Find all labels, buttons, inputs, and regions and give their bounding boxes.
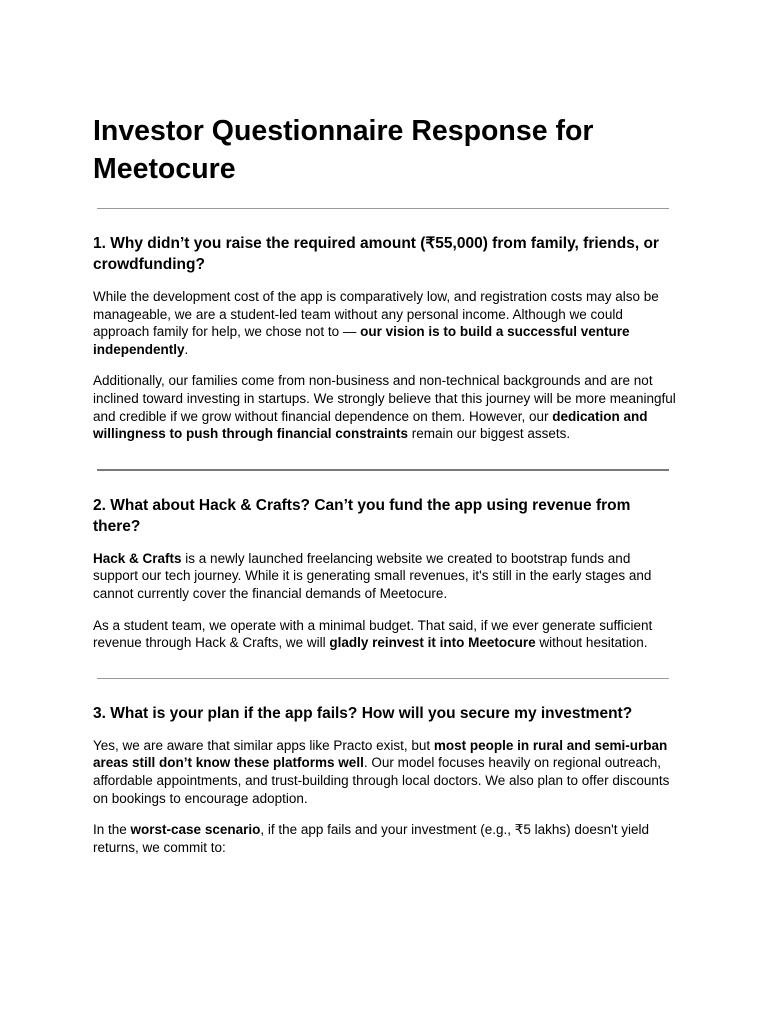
question-heading: 1. Why didn’t you raise the required amount (₹55,000) from family, friends, or crowdfunding? <box>93 235 659 273</box>
body-text: As a student team, we operate with a minimal budget. That said, if we ever generate sufficient revenue through Hack & Crafts, we will <box>93 617 653 651</box>
emphasis-text: Hack & Crafts <box>93 550 182 566</box>
qa-section-2 <box>93 495 677 652</box>
divider <box>97 678 669 679</box>
question-heading: 3. What is your plan if the app fails? How will you secure my investment? <box>93 704 633 722</box>
answer-paragraph <box>93 617 677 652</box>
divider <box>97 208 669 209</box>
document-title: Investor Questionnaire Response for Meetocure <box>93 115 594 185</box>
body-text: . Our model focuses heavily on regional outreach, affordable appointments, and trust-building through local doctors. We also plan to offer discounts on bookings to encourage adoption. <box>93 755 670 806</box>
body-text: . <box>184 341 189 357</box>
question-heading: 2. What about Hack & Crafts? Can’t you fund the app using revenue from there? <box>93 496 631 535</box>
divider <box>97 469 669 471</box>
answer-paragraph <box>93 737 677 807</box>
emphasis-text: worst-case scenario <box>130 822 261 838</box>
body-text: , if the app fails and your investment (e.g., ₹5 lakhs) doesn't yield returns, we commit to: <box>93 822 649 855</box>
body-text: Yes, we are aware that similar apps like Practo exist, but <box>93 737 434 753</box>
emphasis-text: dedication and willingness to push through financial constraints <box>93 408 648 442</box>
body-text: remain our biggest assets. <box>408 426 571 442</box>
body-text: without hesitation. <box>535 635 648 651</box>
body-text: Additionally, our families come from non-business and non-technical backgrounds and are not inclined toward investing in startups. We strongly believe that this journey will be more meaningful and credible if we grow without financial dependence on them. However, our <box>93 373 676 424</box>
answer-paragraph <box>93 550 677 603</box>
emphasis-text: gladly reinvest it into Meetocure <box>329 635 536 651</box>
body-text: While the development cost of the app is comparatively low, and registration costs may also be manageable, we are a student-led team without any personal income. Although we could approach family for help, we chose not to — <box>93 289 659 340</box>
answer-paragraph <box>93 372 677 442</box>
document-page <box>93 112 677 856</box>
answer-paragraph <box>93 288 677 358</box>
answer-paragraph <box>93 821 677 856</box>
emphasis-text: our vision is to build a successful venture independently <box>93 324 630 357</box>
body-text: is a newly launched freelancing website we created to bootstrap funds and support our tech journey. While it is generating small revenues, it's still in the early stages and cannot currently cover the financial demands of Meetocure. <box>93 550 652 601</box>
body-text: In the <box>93 822 131 838</box>
emphasis-text: most people in rural and semi-urban areas still don’t know these platforms well <box>93 737 668 771</box>
qa-section-3 <box>93 703 677 857</box>
qa-section-1 <box>93 233 677 443</box>
